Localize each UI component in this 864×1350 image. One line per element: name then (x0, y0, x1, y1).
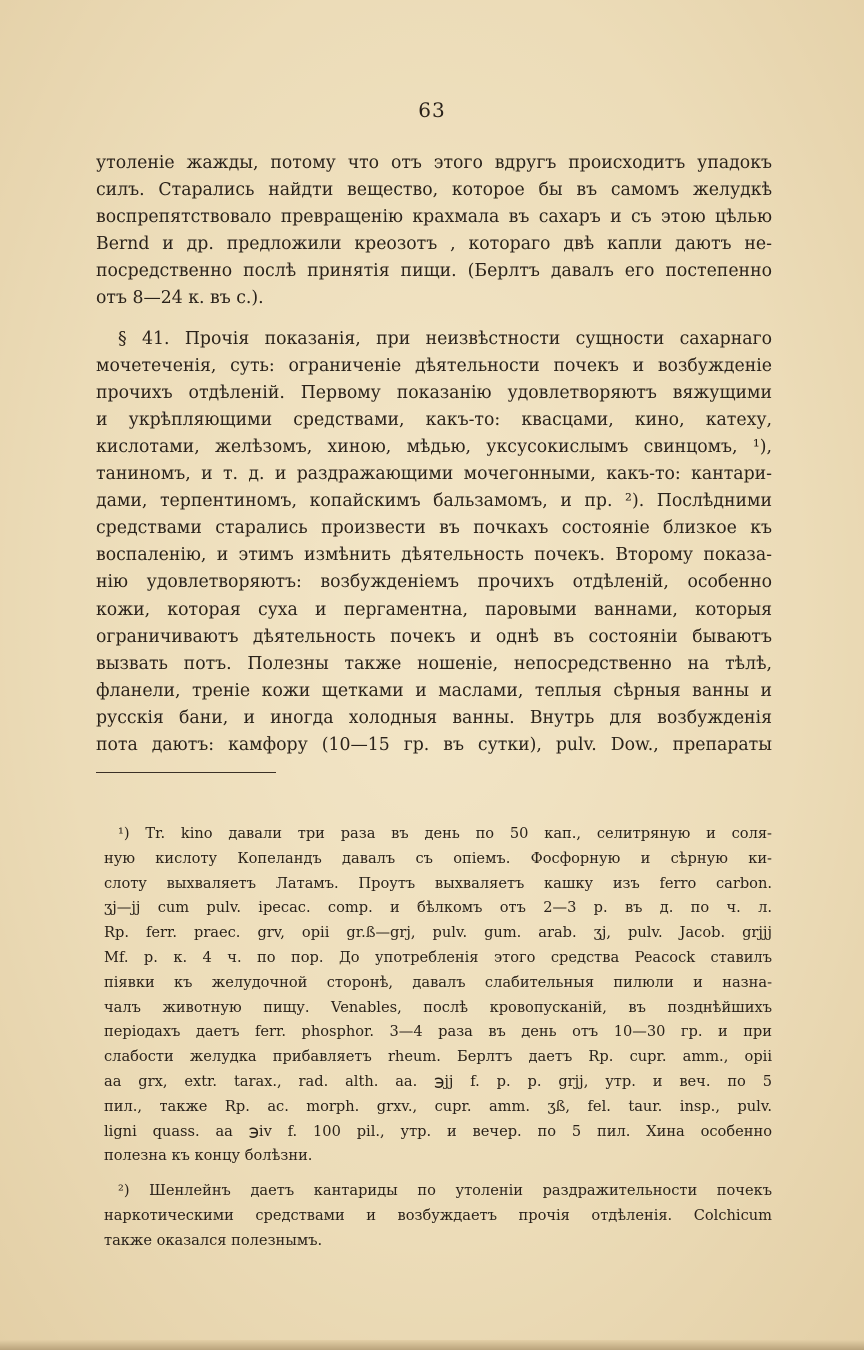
text-line: таниномъ, и т. д. и раздражающими мочегонными, какъ-то: кантари- (96, 464, 772, 485)
text-line: мочетеченія, суть: ограниченіе дѣятельности почекъ и возбужденіе (96, 355, 772, 376)
footnote-line: слабости желудка прибавляетъ rheum. Берлтъ даетъ Rp. cupr. amm., opii (104, 1048, 772, 1066)
text-line: посредственно послѣ принятія пищи. (Берлтъ давалъ его постепенно (96, 261, 772, 282)
footnote-rule (96, 772, 276, 773)
text-line: дами, терпентиномъ, копайскимъ бальзамомъ, и пр. ²). Послѣдними (96, 491, 772, 512)
text-line: нію удовлетворяютъ: возбужденіемъ прочихъ отдѣленій, особенно (96, 572, 772, 593)
text-line: русскія бани, и иногда холодныя ванны. Внутрь для возбужденія (96, 707, 772, 728)
page-edge (0, 1340, 864, 1350)
footnote-line: періодахъ даетъ ferr. phosphor. 3—4 раза въ день отъ 10—30 гр. и при (104, 1023, 772, 1041)
footnote-line: слоту выхваляетъ Латамъ. Проутъ выхваляетъ кашку изъ ferro carbon. (104, 874, 772, 892)
text-line: воспаленію, и этимъ измѣнить дѣятельность почекъ. Второму показа- (96, 545, 772, 566)
text-line: Bernd и др. предложили креозотъ , котораго двѣ капли даютъ не- (96, 234, 772, 255)
text-line: отъ 8—24 к. въ с.). (96, 288, 264, 309)
text-line: кислотами, желѣзомъ, хиною, мѣдью, уксусокислымъ свинцомъ, ¹), (96, 436, 772, 457)
footnote-line: Mf. p. к. 4 ч. по пор. До употребленія этого средства Peacock ставилъ (104, 948, 772, 966)
text-line: и укрѣпляющими средствами, какъ-то: квасцами, кино, катеху, (96, 409, 772, 430)
footnote-line: пил., также Rp. ac. morph. grxv., cupr. amm. ʒß, fel. taur. insp., pulv. (104, 1097, 772, 1115)
footnote-line: піявки къ желудочной сторонѣ, давалъ слабительныя пилюли и назна- (104, 973, 772, 991)
text-line: ограничиваютъ дѣятельность почекъ и однѣ въ состояніи бываютъ (96, 626, 772, 647)
text-line: средствами старались произвести въ почкахъ состояніе близкое къ (96, 518, 772, 539)
text-line: фланели, треніе кожи щетками и маслами, теплыя сѣрныя ванны и (96, 680, 772, 701)
page-number: 63 (418, 98, 446, 122)
footnote-line: ligni quass. aa ℈iv f. 100 pil., утр. и вечер. по 5 пил. Хина особенно (104, 1122, 772, 1140)
footnote-line: чалъ животную пищу. Venables, послѣ кровопусканій, въ позднѣйшихъ (104, 998, 772, 1016)
text-line: силъ. Старались найдти вещество, которое бы въ самомъ желудкѣ (96, 180, 772, 201)
footnote-line: наркотическими средствами и возбуждаетъ прочія отдѣленія. Colchicum (104, 1206, 772, 1224)
text-line: вызвать потъ. Полезны также ношеніе, непосредственно на тѣлѣ, (96, 653, 772, 674)
section-heading-line: § 41. Прочія показанія, при неизвѣстности сущности сахарнаго (118, 328, 772, 349)
footnote-line: aa grx, extr. tarax., rad. alth. aa. ℈jj f. p. p. grjj, утр. и веч. по 5 (104, 1072, 772, 1090)
footnote-line: ¹) Tr. kino давали три раза въ день по 50 кап., селитряную и соля- (118, 825, 772, 842)
text-line: воспрепятствовало превращенію крахмала въ сахаръ и съ этою цѣлью (96, 207, 772, 228)
footnote-line: ную кислоту Копеландъ давалъ съ опіемъ. Фосфорную и сѣрную ки- (104, 849, 772, 867)
main-text (96, 150, 772, 759)
text-line: кожи, которая суха и пергаментна, паровыми ваннами, которыя (96, 599, 772, 620)
footnotes (104, 822, 772, 1254)
text-line: пота даютъ: камфору (10—15 гр. въ сутки), pulv. Dow., препараты (96, 734, 772, 755)
text-line: утоленіе жажды, потому что отъ этого вдругъ происходитъ упадокъ (96, 153, 772, 173)
footnote-line: ²) Шенлейнъ даетъ кантариды по утоленіи раздражительности почекъ (118, 1182, 772, 1200)
footnote-line: ʒj—jj cum pulv. ipecac. comp. и бѣлкомъ отъ 2—3 р. въ д. по ч. л. (104, 899, 772, 917)
footnote-line: Rp. ferr. praec. grv, opii gr.ß—grj, pulv. gum. arab. ʒj, pulv. Jacob. grjjj (104, 924, 772, 942)
footnote-line: полезна къ концу болѣзни. (104, 1147, 313, 1165)
text-line: прочихъ отдѣленій. Первому показанію удовлетворяютъ вяжущими (96, 382, 772, 403)
footnote-line: также оказался полезнымъ. (104, 1231, 323, 1249)
